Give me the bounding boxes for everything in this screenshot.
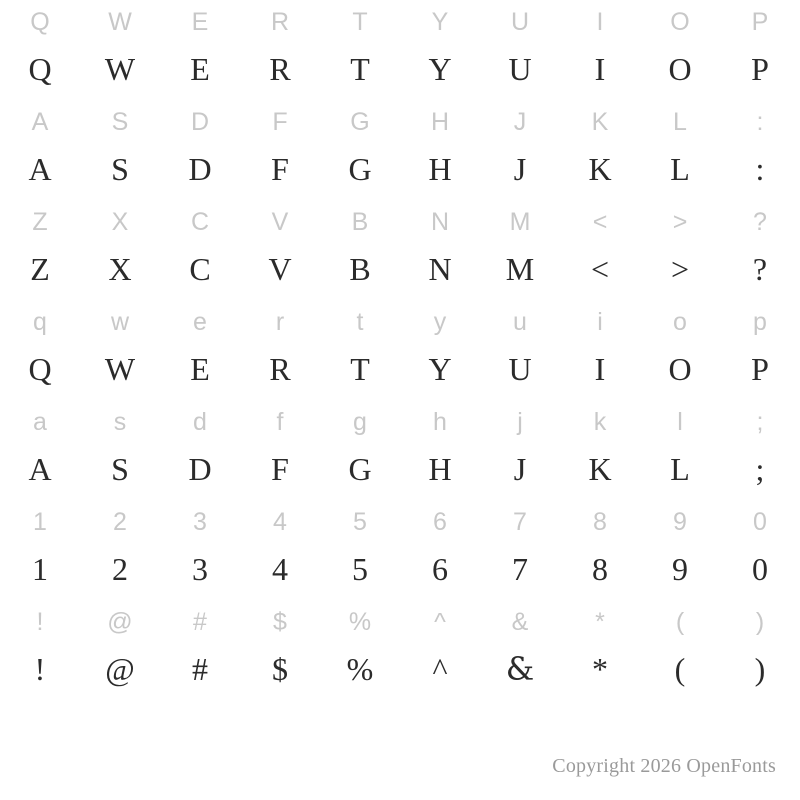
key-glyph: U — [508, 51, 532, 87]
key-glyph: D — [188, 151, 212, 187]
key-glyph: G — [348, 151, 372, 187]
key-label: ( — [675, 607, 685, 636]
key-label: M — [509, 207, 531, 236]
specimen-key-cell — [720, 400, 800, 500]
key-label: # — [193, 607, 207, 636]
key-glyph: 7 — [512, 551, 528, 587]
key-label: : — [756, 107, 764, 136]
specimen-key-cell — [0, 200, 80, 300]
key-glyph: 0 — [752, 551, 768, 587]
key-glyph: C — [189, 251, 211, 287]
specimen-key-cell — [400, 200, 480, 300]
key-label: h — [433, 407, 447, 436]
key-label: ^ — [434, 607, 446, 636]
key-label: ) — [755, 607, 765, 636]
key-glyph: E — [190, 351, 210, 387]
specimen-key-cell — [320, 400, 400, 500]
key-label: ; — [756, 407, 764, 436]
key-glyph: 1 — [32, 551, 48, 587]
key-label: o — [673, 307, 687, 336]
key-label: y — [433, 307, 447, 336]
key-glyph: L — [670, 451, 690, 487]
key-glyph: < — [590, 251, 610, 287]
specimen-key-cell — [320, 200, 400, 300]
key-label: 8 — [593, 507, 607, 536]
key-label: I — [596, 7, 604, 36]
key-glyph: S — [111, 451, 129, 487]
key-glyph: X — [108, 251, 132, 287]
key-glyph: D — [188, 451, 212, 487]
key-label: P — [751, 7, 769, 36]
key-glyph: T — [350, 351, 370, 387]
key-label: N — [430, 207, 450, 236]
specimen-key-cell — [240, 400, 320, 500]
specimen-key-cell — [720, 200, 800, 300]
specimen-key-cell — [80, 200, 160, 300]
key-glyph: 6 — [432, 551, 448, 587]
key-glyph: P — [751, 351, 769, 387]
key-glyph: F — [271, 151, 289, 187]
key-glyph: V — [268, 251, 292, 287]
key-glyph: ? — [752, 251, 768, 287]
key-label: S — [111, 107, 129, 136]
specimen-key-cell — [320, 300, 400, 400]
specimen-key-cell — [80, 300, 160, 400]
key-glyph: 8 — [592, 551, 608, 587]
key-label: r — [275, 307, 285, 336]
key-glyph: O — [668, 51, 692, 87]
key-glyph: G — [348, 451, 372, 487]
specimen-key-cell — [480, 100, 560, 200]
key-glyph: * — [592, 651, 608, 687]
key-glyph: A — [28, 151, 52, 187]
specimen-key-cell — [80, 600, 160, 700]
key-label: ? — [753, 207, 767, 236]
key-glyph: R — [269, 51, 291, 87]
key-label: B — [351, 207, 369, 236]
key-glyph: # — [192, 651, 208, 687]
key-glyph: K — [588, 151, 612, 187]
specimen-key-cell — [720, 300, 800, 400]
specimen-key-cell — [480, 500, 560, 600]
key-glyph: W — [104, 351, 136, 387]
key-label: H — [430, 107, 450, 136]
key-label: D — [190, 107, 210, 136]
specimen-row — [0, 100, 800, 200]
specimen-key-cell — [480, 0, 560, 100]
specimen-key-cell — [400, 400, 480, 500]
specimen-key-cell — [640, 0, 720, 100]
key-label: Q — [30, 7, 50, 36]
specimen-row — [0, 300, 800, 400]
specimen-key-cell — [480, 300, 560, 400]
key-glyph: Z — [30, 251, 50, 287]
specimen-key-cell — [240, 200, 320, 300]
key-label: 2 — [113, 507, 127, 536]
specimen-key-cell — [400, 0, 480, 100]
specimen-key-cell — [80, 0, 160, 100]
key-glyph: 3 — [192, 551, 208, 587]
specimen-row — [0, 400, 800, 500]
key-glyph: Y — [428, 51, 452, 87]
key-label: A — [31, 107, 49, 136]
specimen-key-cell — [720, 500, 800, 600]
key-label: q — [33, 307, 47, 336]
key-label: 7 — [513, 507, 527, 536]
key-label: U — [510, 7, 530, 36]
specimen-key-cell — [240, 100, 320, 200]
key-label: g — [353, 407, 367, 436]
key-glyph: N — [428, 251, 452, 287]
key-glyph: Q — [28, 51, 52, 87]
key-label: 9 — [673, 507, 687, 536]
key-glyph: $ — [272, 651, 288, 687]
key-glyph: & — [505, 650, 535, 688]
specimen-key-cell — [640, 300, 720, 400]
specimen-key-cell — [160, 600, 240, 700]
key-label: 6 — [433, 507, 447, 536]
specimen-key-cell — [160, 100, 240, 200]
specimen-key-cell — [80, 400, 160, 500]
key-label: e — [193, 307, 207, 336]
key-label: a — [33, 407, 47, 436]
key-label: T — [352, 7, 368, 36]
specimen-key-cell — [160, 0, 240, 100]
key-glyph: 9 — [672, 551, 688, 587]
specimen-key-cell — [0, 0, 80, 100]
key-label: w — [110, 307, 130, 336]
key-label: s — [113, 407, 127, 436]
key-glyph: Q — [28, 351, 52, 387]
key-glyph: M — [505, 251, 535, 287]
key-glyph: R — [269, 351, 291, 387]
specimen-key-cell — [160, 500, 240, 600]
key-label: $ — [273, 607, 287, 636]
specimen-key-cell — [0, 400, 80, 500]
key-glyph: J — [513, 151, 527, 187]
key-label: ! — [36, 607, 44, 636]
key-glyph: ^ — [432, 651, 448, 687]
key-label: F — [272, 107, 288, 136]
key-glyph: : — [755, 151, 765, 187]
key-glyph: I — [594, 51, 606, 87]
key-glyph: @ — [105, 651, 135, 687]
key-glyph: 2 — [112, 551, 128, 587]
key-label: X — [111, 207, 129, 236]
key-label: Y — [431, 7, 449, 36]
specimen-key-cell — [240, 0, 320, 100]
key-label: * — [595, 607, 605, 636]
key-glyph: P — [751, 51, 769, 87]
key-glyph: ; — [755, 451, 765, 487]
specimen-key-cell — [720, 100, 800, 200]
key-glyph: 5 — [352, 551, 368, 587]
key-glyph: W — [104, 51, 136, 87]
key-label: p — [753, 307, 767, 336]
specimen-key-cell — [80, 500, 160, 600]
specimen-key-cell — [480, 200, 560, 300]
specimen-key-cell — [320, 500, 400, 600]
key-label: j — [517, 407, 523, 436]
key-label: O — [670, 7, 690, 36]
specimen-key-cell — [160, 400, 240, 500]
key-glyph: ( — [674, 651, 686, 687]
key-glyph: F — [271, 451, 289, 487]
key-label: & — [511, 607, 529, 636]
key-glyph: I — [594, 351, 606, 387]
key-label: l — [677, 407, 683, 436]
specimen-row — [0, 200, 800, 300]
key-label: 3 — [193, 507, 207, 536]
specimen-key-cell — [560, 400, 640, 500]
key-glyph: 4 — [272, 551, 288, 587]
specimen-key-cell — [80, 100, 160, 200]
key-glyph: J — [513, 451, 527, 487]
specimen-key-cell — [400, 100, 480, 200]
key-label: 1 — [33, 507, 47, 536]
key-label: 5 — [353, 507, 367, 536]
key-glyph: A — [28, 451, 52, 487]
specimen-key-cell — [560, 100, 640, 200]
key-label: 0 — [753, 507, 767, 536]
key-glyph: E — [190, 51, 210, 87]
specimen-row — [0, 600, 800, 700]
specimen-key-cell — [560, 300, 640, 400]
specimen-key-cell — [400, 500, 480, 600]
key-label: > — [672, 207, 688, 236]
key-glyph: L — [670, 151, 690, 187]
key-label: u — [513, 307, 527, 336]
key-label: K — [591, 107, 609, 136]
specimen-key-cell — [400, 300, 480, 400]
specimen-key-cell — [320, 100, 400, 200]
specimen-key-cell — [0, 500, 80, 600]
specimen-key-cell — [640, 100, 720, 200]
key-glyph: > — [670, 251, 690, 287]
key-label: i — [597, 307, 603, 336]
specimen-key-cell — [400, 600, 480, 700]
key-label: @ — [107, 607, 133, 636]
key-label: J — [513, 107, 527, 136]
specimen-key-cell — [0, 600, 80, 700]
specimen-key-cell — [160, 300, 240, 400]
specimen-key-cell — [560, 500, 640, 600]
key-glyph: O — [668, 351, 692, 387]
key-glyph: H — [428, 451, 452, 487]
specimen-key-cell — [240, 300, 320, 400]
copyright-notice: Copyright 2026 OpenFonts — [552, 755, 776, 777]
specimen-key-cell — [560, 600, 640, 700]
key-label: G — [350, 107, 370, 136]
key-label: C — [190, 207, 210, 236]
key-label: W — [108, 7, 132, 36]
key-label: d — [193, 407, 207, 436]
specimen-key-cell — [240, 600, 320, 700]
specimen-key-cell — [480, 600, 560, 700]
key-label: R — [270, 7, 290, 36]
key-label: k — [593, 407, 607, 436]
key-label: E — [191, 7, 209, 36]
key-label: < — [592, 207, 608, 236]
specimen-key-cell — [640, 400, 720, 500]
key-glyph: B — [349, 251, 371, 287]
specimen-key-cell — [720, 600, 800, 700]
specimen-key-cell — [240, 500, 320, 600]
specimen-key-cell — [0, 100, 80, 200]
specimen-row — [0, 500, 800, 600]
key-label: f — [276, 407, 284, 436]
key-glyph: K — [588, 451, 612, 487]
key-glyph: ! — [34, 651, 46, 687]
key-glyph: H — [428, 151, 452, 187]
specimen-key-cell — [320, 0, 400, 100]
key-label: V — [271, 207, 289, 236]
key-label: Z — [32, 207, 48, 236]
key-glyph: T — [350, 51, 370, 87]
specimen-row — [0, 0, 800, 100]
specimen-key-cell — [0, 300, 80, 400]
key-glyph: % — [346, 651, 374, 687]
key-glyph: Y — [428, 351, 452, 387]
specimen-key-cell — [640, 500, 720, 600]
specimen-key-cell — [720, 0, 800, 100]
specimen-key-cell — [160, 200, 240, 300]
key-glyph: U — [508, 351, 532, 387]
key-label: 4 — [273, 507, 287, 536]
specimen-key-cell — [640, 200, 720, 300]
specimen-key-cell — [560, 0, 640, 100]
specimen-key-cell — [480, 400, 560, 500]
key-label: L — [673, 107, 687, 136]
key-label: % — [348, 607, 372, 636]
key-glyph: ) — [754, 651, 766, 687]
key-label: t — [356, 307, 364, 336]
specimen-key-cell — [560, 200, 640, 300]
specimen-key-cell — [320, 600, 400, 700]
specimen-key-cell — [640, 600, 720, 700]
key-glyph: S — [111, 151, 129, 187]
